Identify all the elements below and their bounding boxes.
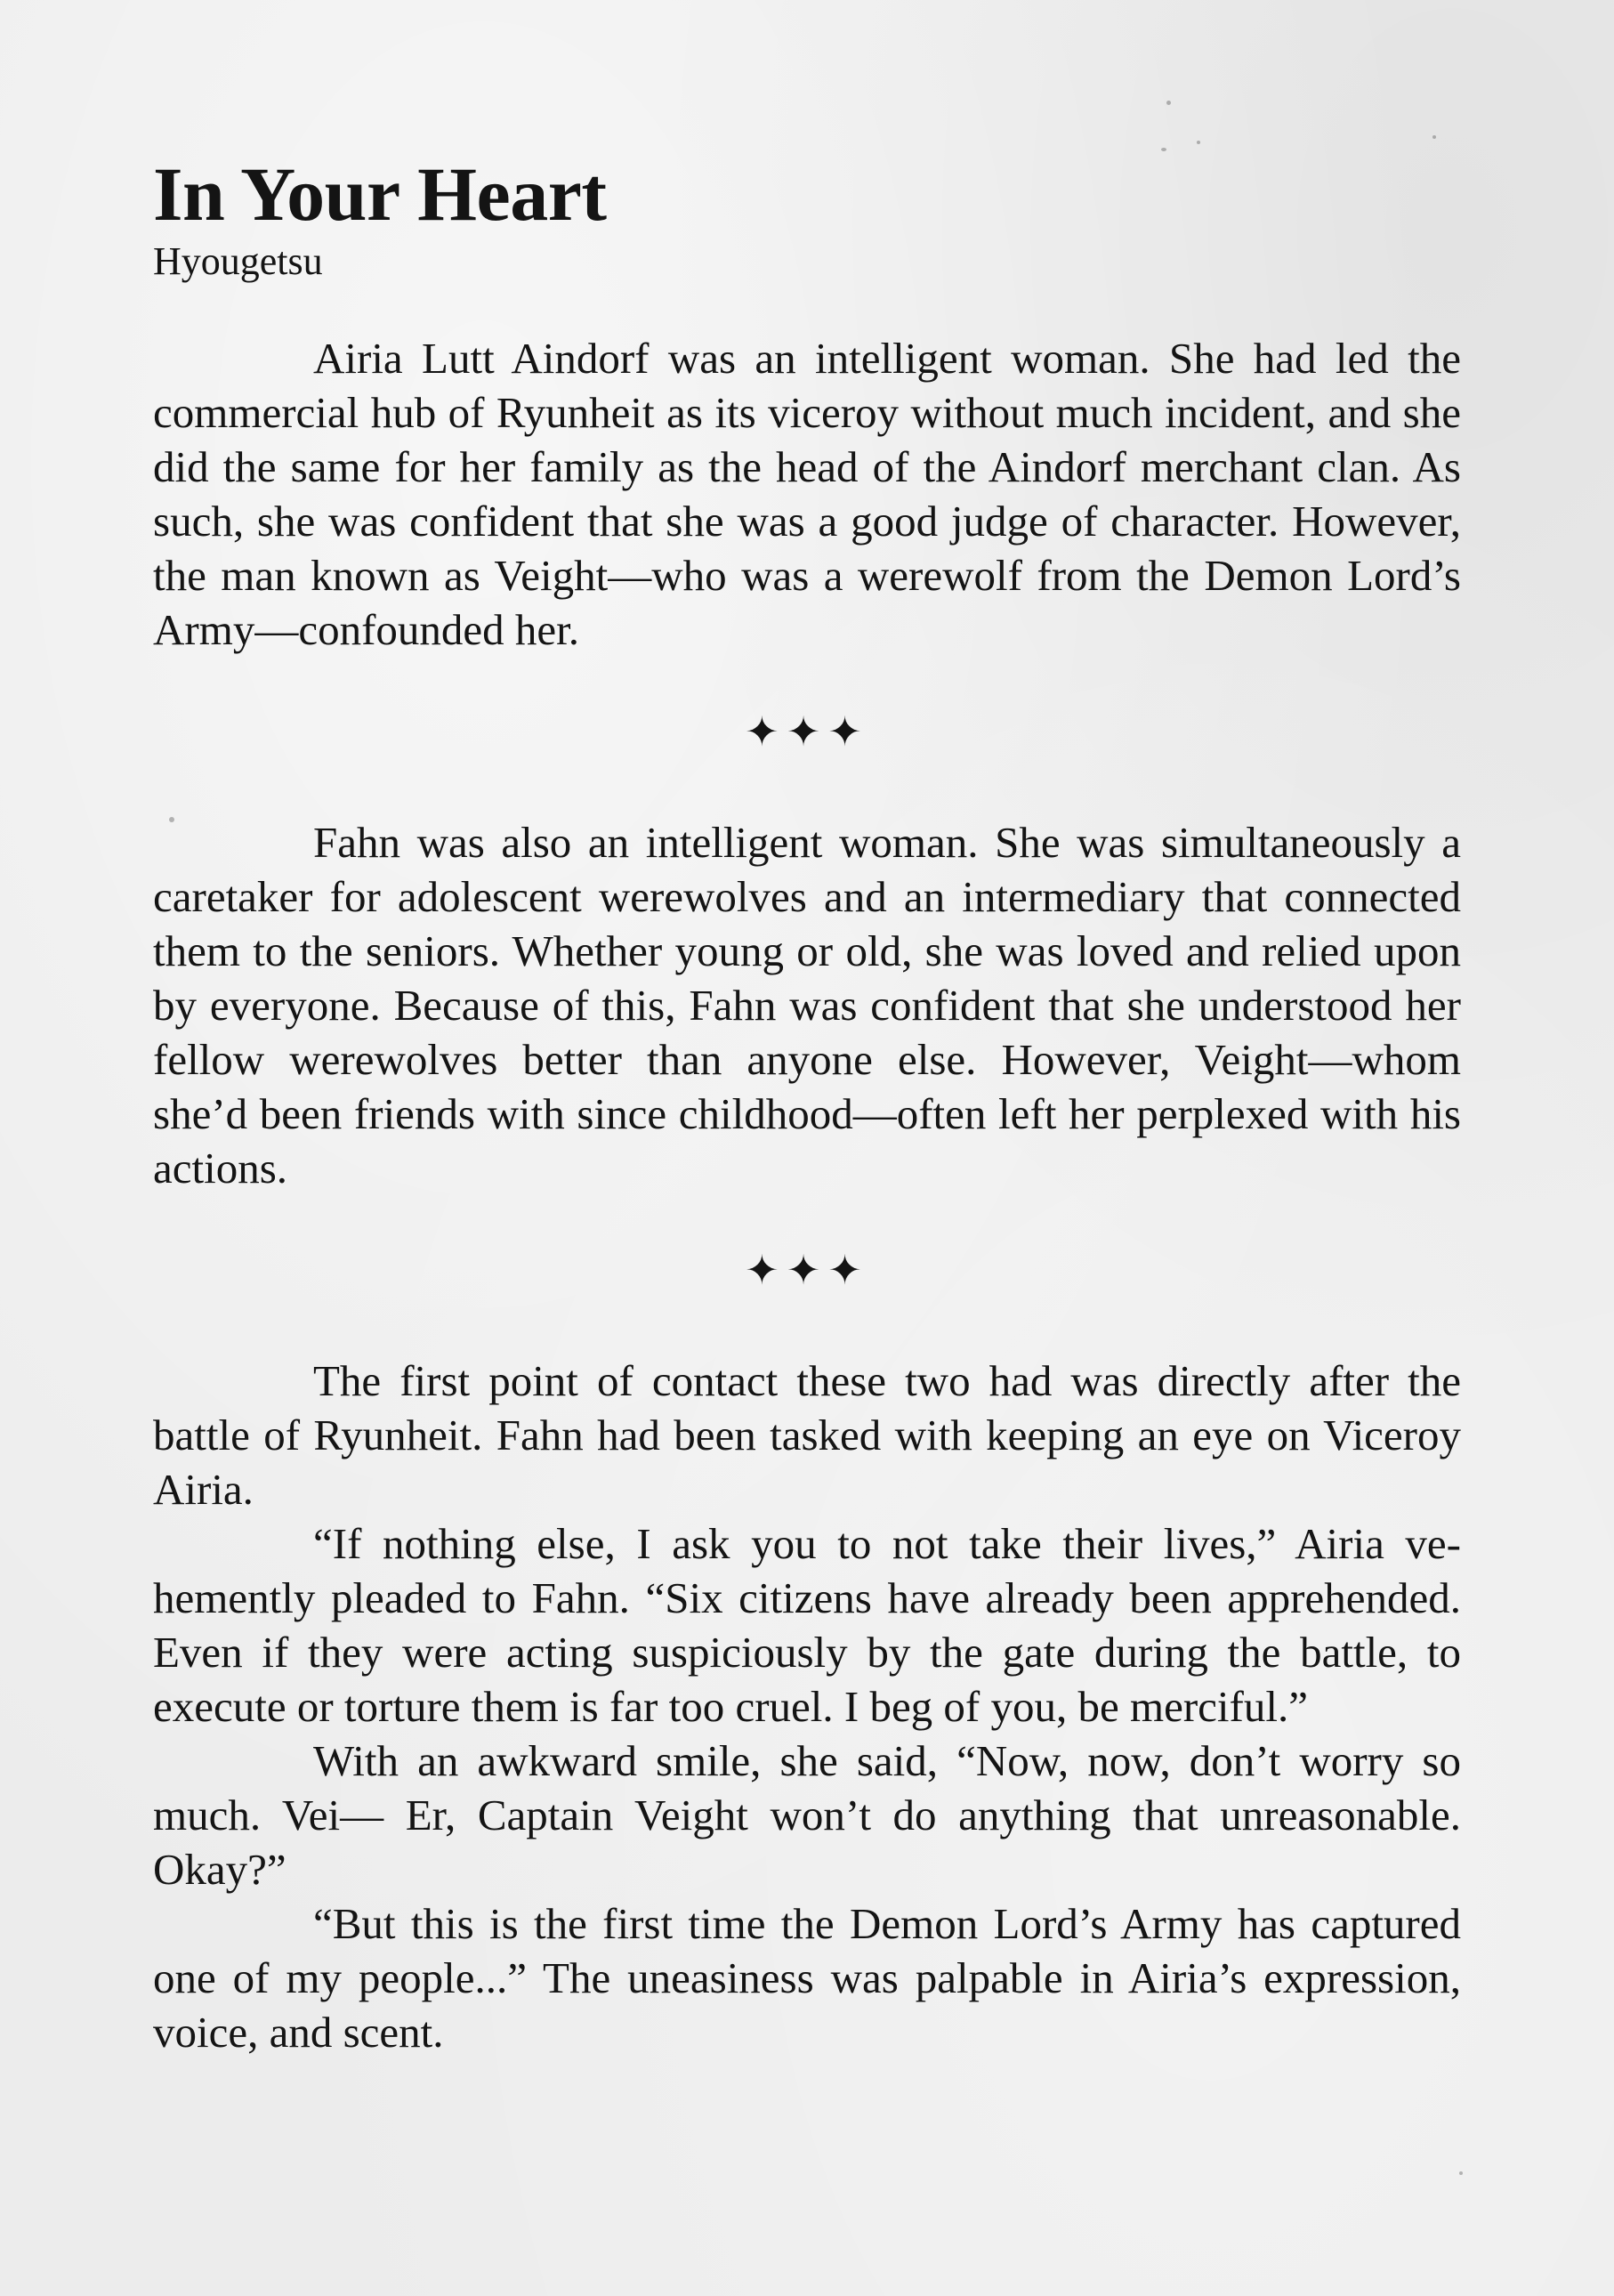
- section-separator: ✦✦✦: [745, 1246, 869, 1294]
- paragraph: With an awkward smile, she said, “Now, now, don’t worry so much. Vei— Er, Captain Veight won’t do anything that unreasonable. Okay?”: [153, 1736, 1461, 1894]
- section-2: [153, 815, 1461, 1195]
- paragraph: “But this is the first time the Demon Lord’s Army has captured one of my people...” The uneasiness was palpable in Airia’s expression, voice, and scent.: [153, 1899, 1461, 2057]
- paragraph: Fahn was also an intelligent woman. She was simultaneously a caretaker for adolescent werewolves and an intermediary that connected them to the seniors. Whether young or old, she was loved and relied upon by everyone. Because of this, Fahn was confident that she understood her fellow werewolves better than anyone else. However, Veight—whom she’d been friends with since childhood—often left her perplexed with his actions.: [153, 818, 1461, 1192]
- paper-speck: [1197, 141, 1200, 144]
- author-name: Hyougetsu: [153, 239, 323, 283]
- paper-speck: [1459, 2171, 1463, 2175]
- page-title: In Your Heart: [153, 151, 607, 237]
- paragraph: “If nothing else, I ask you to not take their lives,” Airia vehemently pleaded to Fahn. “Six citizens have already been apprehended. Even if they were acting suspiciously by the gate during the battle, to execute or torture them is far too cruel. I beg of you, be merciful.”: [153, 1519, 1461, 1731]
- section-3: [153, 1354, 1461, 2059]
- paragraph: The first point of contact these two had was directly after the battle of Ryunheit. Fahn had been tasked with keeping an eye on Viceroy Airia.: [153, 1356, 1461, 1514]
- section-1: [153, 331, 1461, 657]
- paragraph: Airia Lutt Aindorf was an intelligent woman. She had led the commercial hub of Ryunheit as its viceroy without much incident, and she did the same for her family as the head of the Aindorf merchant clan. As such, she was confident that she was a good judge of character. However, the man known as Veight—who was a werewolf from the Demon Lord’s Army—confounded her.: [153, 334, 1461, 654]
- paper-speck: [1166, 101, 1171, 105]
- document-body: [153, 151, 1461, 2059]
- paper-speck: [1432, 135, 1436, 139]
- section-separator: ✦✦✦: [745, 707, 869, 756]
